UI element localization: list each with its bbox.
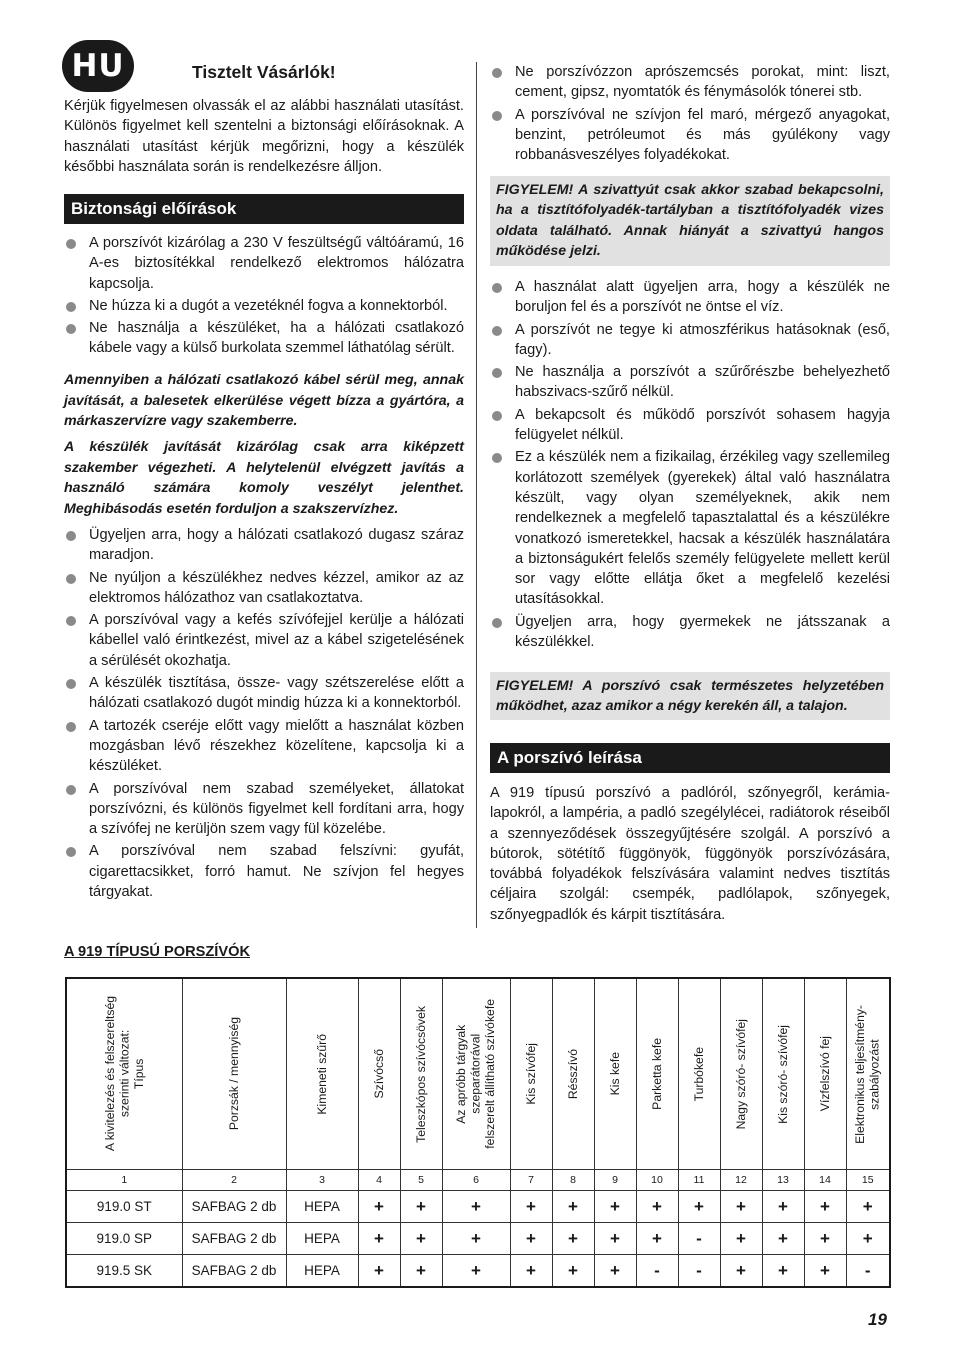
table-cell: + — [442, 1223, 510, 1255]
column-number-cell: 2 — [182, 1170, 286, 1191]
table-cell: + — [594, 1191, 636, 1223]
table-header-cell — [846, 978, 890, 1170]
bullet-text: Ügyeljen arra, hogy gyermekek ne játsszanak a készülékkel. — [515, 613, 890, 651]
table-cell: + — [552, 1255, 594, 1288]
table-header-cell — [762, 978, 804, 1170]
bullet-text: Ne használja a készüléket, ha a hálózati csatlakozó kábele vagy a külső burkolata szemmel láthatólag sérült. — [89, 320, 464, 357]
table-row — [66, 1255, 890, 1288]
table-header-label: Résszívó — [565, 1048, 580, 1100]
table-cell: SAFBAG 2 db — [182, 1191, 286, 1223]
bullet-icon — [66, 302, 76, 312]
table-header-cell — [552, 978, 594, 1170]
page-number: 19 — [868, 1310, 887, 1329]
table-cell: + — [552, 1223, 594, 1255]
column-number-cell: 5 — [400, 1170, 442, 1191]
table-cell: 919.0 ST — [66, 1191, 182, 1223]
table-cell: + — [846, 1191, 890, 1223]
table-cell: + — [552, 1191, 594, 1223]
table-cell: + — [846, 1223, 890, 1255]
section-title-safety: Biztonsági előírások — [64, 194, 464, 224]
column-number-cell: 14 — [804, 1170, 846, 1191]
table-cell: + — [804, 1255, 846, 1288]
table-row — [66, 1191, 890, 1223]
table-cell: + — [510, 1191, 552, 1223]
models-table — [65, 977, 891, 1288]
bullet-item — [64, 233, 464, 294]
column-number-cell: 13 — [762, 1170, 804, 1191]
table-header-label: Kis szóró- szívófej — [775, 1024, 790, 1124]
bullet-icon — [66, 616, 76, 626]
bullet-text: A porszívóval nem szabad felszívni: gyufát, cigarettacsikket, forró hamut. Ne szívjon fel hegyes tárgyakat. — [89, 843, 464, 901]
bullet-icon — [492, 283, 502, 293]
table-header-label: Turbókefe — [691, 1046, 706, 1102]
column-number-cell: 9 — [594, 1170, 636, 1191]
bullet-item — [64, 673, 464, 714]
table-cell: + — [400, 1255, 442, 1288]
warning-cable-repair: Amennyiben a hálózati csatlakozó kábel sérül meg, annak javítását, a balesetek elkerülése végett bízza a gyártóra, a márkaszervízre vagy szakemberre. — [64, 372, 464, 429]
bullet-text: A porszívóval ne szívjon fel maró, mérgező anyagokat, benzint, petróleumot és más gyúlékony vagy robbanásveszélyes folyadékokat. — [515, 106, 890, 164]
table-header-cell — [804, 978, 846, 1170]
bullet-icon — [66, 679, 76, 689]
bullet-text: A bekapcsolt és működő porszívót sohasem hagyja felügyelet nélkül. — [515, 406, 890, 444]
bullet-icon — [492, 368, 502, 378]
column-number-cell: 8 — [552, 1170, 594, 1191]
bullet-item — [64, 296, 464, 316]
table-title: A 919 TÍPUSÚ PORSZÍVÓK — [64, 944, 250, 960]
table-cell: HEPA — [286, 1223, 358, 1255]
column-number-cell: 6 — [442, 1170, 510, 1191]
table-header-label: Teleszkópos szívócsövek — [413, 1005, 428, 1143]
column-number-cell: 10 — [636, 1170, 678, 1191]
bullet-item — [490, 105, 890, 166]
table-cell: HEPA — [286, 1255, 358, 1288]
bullet-item — [64, 610, 464, 671]
table-cell: + — [594, 1223, 636, 1255]
column-number-cell: 7 — [510, 1170, 552, 1191]
table-cell: + — [720, 1191, 762, 1223]
column-divider — [476, 62, 477, 928]
table-cell: - — [678, 1255, 720, 1288]
table-header-label: A kivitelezés és felszereltség szerinti változat: Típus — [102, 996, 146, 1152]
bullet-text: Ügyeljen arra, hogy a hálózati csatlakozó dugasz száraz maradjon. — [89, 527, 464, 564]
table-header-cell — [442, 978, 510, 1170]
table-header-cell — [66, 978, 182, 1170]
bullet-icon — [492, 411, 502, 421]
bullet-text: Ne használja a porszívót a szűrőrészbe behelyezhető habszivacs-szűrő nélkül. — [515, 364, 890, 401]
column-number-cell: 4 — [358, 1170, 400, 1191]
table-cell: - — [678, 1223, 720, 1255]
safety-list-a — [64, 233, 464, 361]
table-cell: + — [762, 1255, 804, 1288]
table-cell: + — [358, 1191, 400, 1223]
bullet-item — [490, 62, 890, 103]
table-header-cell — [678, 978, 720, 1170]
table-cell: + — [400, 1223, 442, 1255]
bullet-icon — [66, 574, 76, 584]
bullet-text: Ne húzza ki a dugót a vezetéknél fogva a konnektorból. — [89, 297, 448, 314]
table-cell: + — [636, 1191, 678, 1223]
bullet-text: A használat alatt ügyeljen arra, hogy a készülék ne boruljon fel és a porszívót ne öntse el víz. — [515, 279, 890, 316]
column-number-cell: 3 — [286, 1170, 358, 1191]
bullet-icon — [492, 111, 502, 121]
table-cell: - — [636, 1255, 678, 1288]
table-cell: + — [358, 1255, 400, 1288]
section-title-description: A porszívó leírása — [490, 743, 890, 773]
bullet-icon — [492, 453, 502, 463]
table-cell: + — [400, 1191, 442, 1223]
table-header-cell — [510, 978, 552, 1170]
bullet-icon — [66, 239, 76, 249]
bullet-text: Ne nyúljon a készülékhez nedves kézzel, amikor az az elektromos hálózathoz van csatlakoztatva. — [89, 569, 464, 606]
column-number-cell: 15 — [846, 1170, 890, 1191]
bullet-icon — [66, 531, 76, 541]
table-header-label: Kis kefe — [607, 1052, 622, 1096]
bullet-text: A porszívót kizárólag a 230 V feszültségű váltóáramú, 16 A-es biztosítékkal rendelkező elektromos hálózatra kapcsolja. — [89, 235, 464, 292]
bullet-text: A porszívóval vagy a kefés szívófejjel kerülje a hálózati kábellel való érintkezést, mivel az a kábel szigetelésének a sérülését okozhatja. — [89, 612, 464, 669]
table-header-label: Porzsák / mennyiség — [226, 1017, 241, 1131]
table-header-label: Szívócső — [371, 1049, 386, 1099]
bullet-text: Ne porszívózzon aprószemcsés porokat, mint: liszt, cement, gipsz, nyomtatók és fénymásolók tónerei stb. — [515, 64, 890, 101]
column-number-cell: 11 — [678, 1170, 720, 1191]
table-header-label: Parketta kefe — [649, 1038, 664, 1110]
table-cell: + — [678, 1191, 720, 1223]
table-cell: 919.0 SP — [66, 1223, 182, 1255]
table-cell: + — [720, 1255, 762, 1288]
table-header-cell — [720, 978, 762, 1170]
table-cell: + — [762, 1223, 804, 1255]
table-header-cell — [182, 978, 286, 1170]
table-cell: 919.5 SK — [66, 1255, 182, 1288]
table-header-cell — [594, 978, 636, 1170]
table-header-label: Az apróbb tárgyak szeparátorával felszerelt állítható szívókefe — [454, 999, 498, 1149]
safety-list-b — [64, 525, 464, 904]
table-header-label: Nagy szóró- szívófej — [733, 1018, 748, 1130]
bullet-item — [490, 362, 890, 403]
safety-list-c — [490, 62, 890, 167]
bullet-item — [490, 277, 890, 318]
column-number-cell: 1 — [66, 1170, 182, 1191]
bullet-icon — [66, 722, 76, 732]
table-cell: + — [636, 1223, 678, 1255]
table-cell: + — [762, 1191, 804, 1223]
table-header-cell — [358, 978, 400, 1170]
table-header-label: Elektronikus teljesítmény- szabályozást — [853, 1004, 882, 1144]
description-paragraph: A 919 típusú porszívó a padlóról, szőnyegről, kerámia-lapokról, a lampéria, a padló szegélylécei, radiátorok réseiből a szennyeződések összegyűjtésére szolgál. A porszívó a bútorok, sötétítő függönyök, függönyök porszívózására, továbbá folyadékok felszívására valamint nedves tisztítás céljaira szolgál: csempék, padlólapok, szőnyegek, szőnyegpadlók és kárpit tisztítására. — [490, 785, 890, 923]
table-cell: + — [804, 1223, 846, 1255]
table-header-cell — [400, 978, 442, 1170]
bullet-icon — [66, 785, 76, 795]
bullet-item — [64, 779, 464, 840]
column-number-cell: 12 — [720, 1170, 762, 1191]
table-header-label: Kis szívófej — [523, 1043, 538, 1105]
table-header-label: Vízfelszívó fej — [817, 1036, 832, 1112]
table-header-cell — [636, 978, 678, 1170]
table-header-cell — [286, 978, 358, 1170]
warning-repair-professional: A készülék javítását kizárólag csak arra kiképzett szakember végezheti. A helytelenül elvégzett javítás a használó számára komoly veszélyt jelenthet. Meghibásodás esetén forduljon a szakszervízhez. — [64, 439, 464, 517]
note-pump-warning: FIGYELEM! A szivattyút csak akkor szabad bekapcsolni, ha a tisztítófolyadék-tartályban a tisztítófolyadék vizes oldata található. Annak hiányát a szivattyú hangos működése jelzi. — [490, 176, 890, 266]
bullet-text: A porszívót ne tegye ki atmoszférikus hatásoknak (eső, fagy). — [515, 321, 890, 358]
bullet-item — [64, 841, 464, 902]
table-cell: + — [804, 1191, 846, 1223]
bullet-text: A készülék tisztítása, össze- vagy szétszerelése előtt a hálózati csatlakozó dugót mindig húzza ki a konnektorból. — [89, 675, 464, 712]
bullet-icon — [492, 618, 502, 628]
bullet-text: A porszívóval nem szabad személyeket, állatokat porszívózni, és különös figyelmet kell fordítani arra, hogy a szívófej ne kerüljön szem vagy fül közelébe. — [89, 780, 464, 838]
table-cell: SAFBAG 2 db — [182, 1255, 286, 1288]
bullet-item — [64, 525, 464, 566]
bullet-item — [490, 612, 890, 653]
bullet-item — [64, 318, 464, 359]
bullet-text: Ez a készülék nem a fizikailag, érzékileg vagy szellemileg korlátozott személyek (gyerekek) által való használatra készült, vagy olyan személyeknek, akik nem rendelkeznek a megfelelő tapasztalattal és a készülékre vonatkozó ismeretekkel, hacsak a készülék használatára a biztonságukért felelős személy felügyelete mellett kerül sor vagy előtte ellátja őket a megfelelő kezelési utasításokkal. — [515, 449, 890, 608]
greeting-heading: Tisztelt Vásárlók! — [192, 62, 336, 82]
table-cell: SAFBAG 2 db — [182, 1223, 286, 1255]
table-header-label: Kimeneti szűrő — [314, 1033, 329, 1115]
table-cell: + — [442, 1191, 510, 1223]
bullet-icon — [492, 326, 502, 336]
bullet-item — [490, 447, 890, 609]
table-cell: + — [358, 1223, 400, 1255]
bullet-icon — [66, 324, 76, 334]
table-cell: + — [510, 1255, 552, 1288]
table-cell: + — [594, 1255, 636, 1288]
bullet-icon — [66, 847, 76, 857]
bullet-item — [64, 568, 464, 609]
intro-paragraph: Kérjük figyelmesen olvassák el az alábbi használati utasítást. Különös figyelmet kell szentelni a biztonsági előírásoknak. A használati utasítást kérjük megőrizni, hogy a készülék későbbi használata során is rendelkezésre álljon. — [64, 98, 464, 175]
note-position-warning: FIGYELEM! A porszívó csak természetes helyzetében működhet, azaz amikor a négy kerekén áll, a talajon. — [490, 672, 890, 720]
bullet-icon — [492, 68, 502, 78]
table-cell: + — [720, 1223, 762, 1255]
safety-list-d — [490, 277, 890, 654]
bullet-item — [64, 716, 464, 777]
table-row — [66, 1223, 890, 1255]
table-cell: HEPA — [286, 1191, 358, 1223]
language-badge: HU — [62, 40, 134, 92]
bullet-item — [490, 320, 890, 361]
table-cell: + — [442, 1255, 510, 1288]
bullet-text: A tartozék cseréje előtt vagy mielőtt a használat közben mozgásban lévő részekhez közelítene, kapcsolja ki a készüléket. — [89, 717, 464, 775]
bullet-item — [490, 405, 890, 446]
table-cell: + — [510, 1223, 552, 1255]
table-cell: - — [846, 1255, 890, 1288]
